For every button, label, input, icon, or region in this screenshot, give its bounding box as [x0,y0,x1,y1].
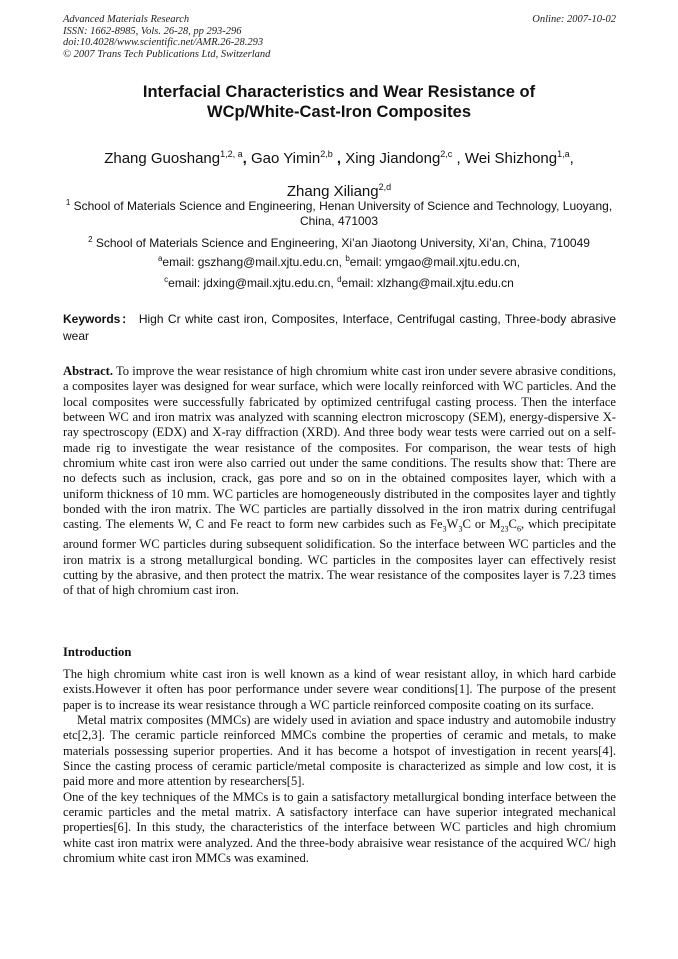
journal-copyright: © 2007 Trans Tech Publications Ltd, Switzerland [63,48,271,60]
author-affil-sup: 2,c [440,149,453,159]
formula-text: W [446,517,459,532]
author-name: Zhang Guoshang [104,150,221,167]
affiliation-1 [60,195,618,229]
author-separator: , [242,150,251,167]
formula-subscript: 6 [516,524,521,534]
email-sup: d [337,275,342,284]
author-line-1 [40,140,638,173]
author-separator: , [452,150,465,167]
journal-doi: doi:10.4028/www.scientific.net/AMR.26-28.293 [63,37,264,48]
author-separator: , [569,150,574,167]
email-a: email: gszhang@mail.xjtu.edu.cn, [162,255,346,269]
email-b: email: ymgao@mail.xjtu.edu.cn, [349,255,521,269]
abstract [63,364,616,599]
abstract-text: To improve the wear resistance of high chromium white cast iron under severe abrasive conditions, a composites layer was designed for wear surface, which were locally reinforced with WC particles. And the local composites were successfully fabricated by optimized centrifugal casting process. Then the interface between WC and iron matrix was analyzed with scanning electron microscopy (SEM), energy-dispersive X-ray spectroscopy (EDX) and X-ray diffraction (XRD). And three body wear tests were carried out on a self-made rig to investigate the wear resistance of the composites. For comparison, the wear tests of high chromium white cast iron were also carried out under the same conditions. The results show that: There are no defects such as inclusion, crack, gas pore and so on in the obtained composites layer, which with a uniform thickness of 10 mm. WC particles are homogeneously distributed in the composites layer and tightly bonded with the iron matrix. The WC particles are partially dissolved in the iron matrix during centrifugal casting. The elements W, C and Fe react to form new carbides such as Fe [63,364,616,532]
online-date: Online: 2007-10-02 [532,14,616,25]
title-line-1: Interfacial Characteristics and Wear Resistance of [142,83,536,101]
paragraph: Metal matrix composites (MMCs) are widely used in aviation and space industry and automobile industry etc[2,3]. The ceramic particle reinforced MMCs combine the properties of ceramic and metals, to make materials possessing superior properties. And it has become a hotspot of investigation in recent years[4]. Since the casting process of ceramic particle/metal composite is characterized as simple and low cost, it is paid more and more attention by researchers[5]. [63,713,616,789]
title-line-2: WCp/White-Cast-Iron Composites [207,103,471,121]
affiliation-text: School of Materials Science and Engineering, Henan University of Science and Technology, Luoyang, China, 471003 [73,199,613,228]
paragraph: The high chromium white cast iron is well known as a kind of wear resistant alloy, in which hard carbide exists.However it often has poor performance under severe wear conditions[1]. The purpose of the present paper is to increase its wear resistance through a WC particle reinforced composite coating on its surface. [63,667,616,712]
affiliation-number: 2 [88,235,93,244]
abstract-label: Abstract. [63,364,114,378]
journal-header [63,14,616,60]
paper-title [40,82,638,122]
affiliation-number: 1 [65,198,71,207]
paragraph: One of the key techniques of the MMCs is to gain a satisfactory metallurgical bonding interface between the ceramic particles and the metal matrix. A satisfactory interface can have superior integrated mechanical properties[6]. In this study, the characteristics of the interface between WC particles and high chromium white cast iron matrix were analyzed. And the three-body abraisive wear resistance of the acquired WC/ high chromium white cast iron MMCs was examined. [63,789,616,866]
formula-subscript: 3 [442,524,447,534]
author-affil-sup: 2,b [320,149,333,159]
journal-name: Advanced Materials Research [63,14,190,25]
affiliation-2 [60,232,618,251]
formula-text: C or M [462,517,501,532]
introduction-body [63,667,616,866]
author-separator: , [332,150,346,167]
email-sup: c [164,275,169,284]
email-line-2 [60,272,618,291]
keywords-text: High Cr white cast iron, Composites, Interface, Centrifugal casting, Three-body abrasive wear [63,312,616,343]
email-d: email: xlzhang@mail.xjtu.edu.cn [341,276,514,290]
abstract-text-cont: , which precipitate around former WC particles during subsequent solidification. So the interface between WC particles and the iron matrix is a strong metallurgical bonding. WC particles in the composites layer can effectively resist cutting by the abrasive, and then protect the matrix. The wear resistance of the composites layer is 7.23 times of that of high chromium cast iron. [63,517,616,598]
author-name: Zhang Xiliang [286,183,379,200]
email-line-1 [60,251,618,270]
author-name: Xing Jiandong [345,150,441,167]
journal-issn: ISSN: 1662-8985, Vols. 26-28, pp 293-296 [63,25,242,37]
affiliation-text: School of Materials Science and Engineering, Xi’an Jiaotong University, Xi’an, China, 710049 [95,236,590,250]
formula-subscript: 23 [500,524,509,534]
email-sup: b [345,254,350,263]
section-heading-introduction: Introduction [63,645,132,659]
author-affil-sup: 1,a [557,149,570,159]
author-affil-sup: 2,d [378,182,392,192]
author-affil-sup: 1,2, a [220,149,243,159]
formula-text: C [508,517,517,532]
formula-subscript: 3 [458,524,463,534]
email-sup: a [157,254,163,263]
author-name: Wei Shizhong [464,150,558,167]
author-name: Gao Yimin [250,150,321,167]
email-c: email: jdxing@mail.xjtu.edu.cn, [168,276,338,290]
keywords-label: Keywords： [63,312,135,326]
keywords [63,311,616,345]
